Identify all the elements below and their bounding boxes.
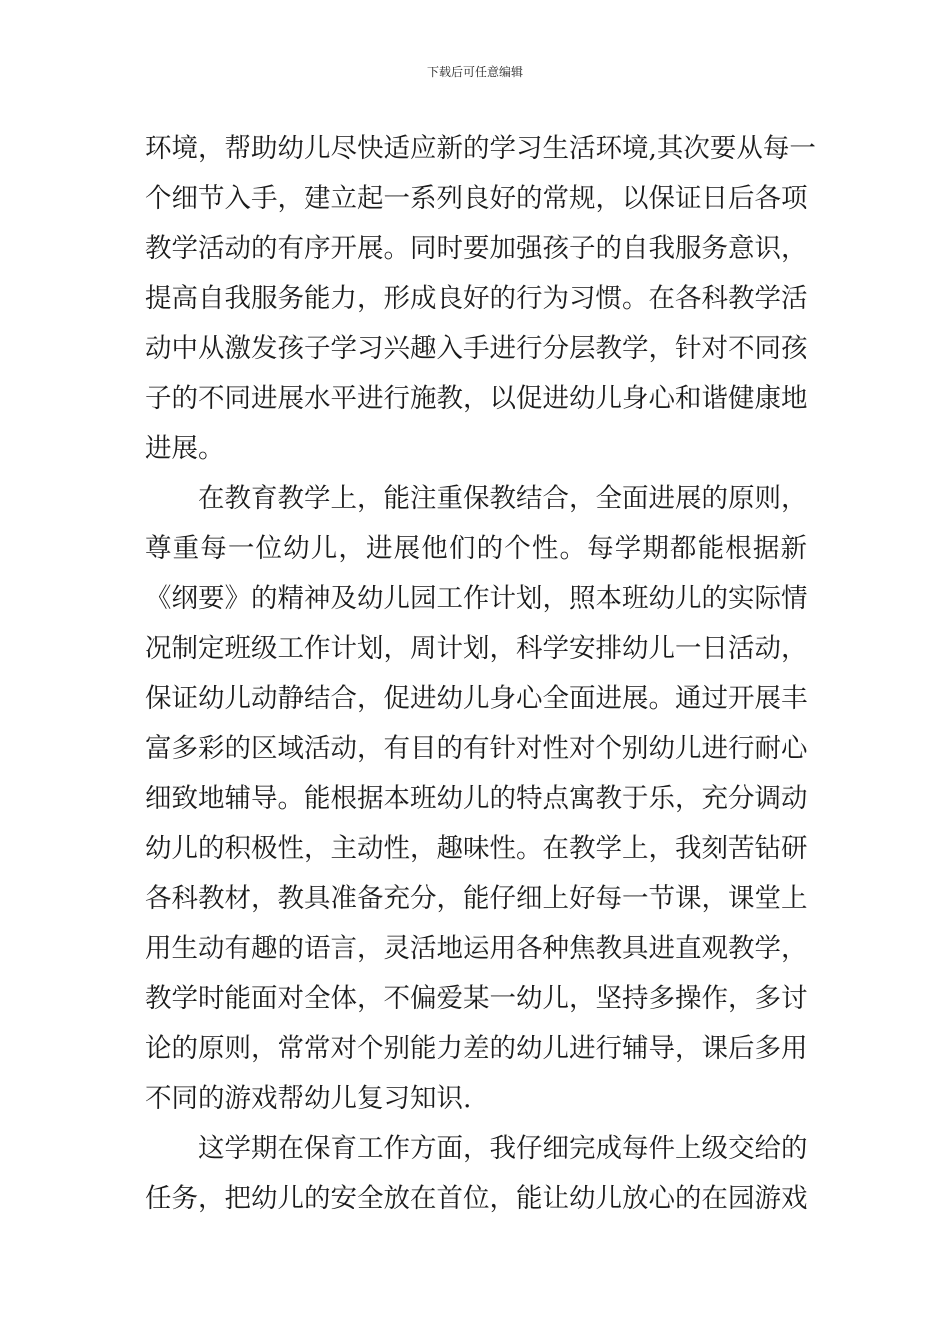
document-body bbox=[145, 124, 816, 1224]
paragraph-line: 子的不同进展水平进行施教，以促进幼儿身心和谐健康地 bbox=[145, 383, 808, 414]
paragraph-line: 教学时能面对全体，不偏爱某一幼儿，坚持多操作，多讨 bbox=[145, 983, 808, 1014]
paragraph-line: 况制定班级工作计划，周计划，科学安排幼儿一日活动， bbox=[145, 633, 808, 664]
paragraph-line: 保证幼儿动静结合，促进幼儿身心全面进展。通过开展丰 bbox=[145, 683, 808, 714]
paragraph-line: 《纲要》的精神及幼儿园工作计划，照本班幼儿的实际情 bbox=[145, 583, 808, 614]
paragraph-line: 动中从激发孩子学习兴趣入手进行分层教学，针对不同孩 bbox=[145, 333, 808, 364]
page-header: 下载后可任意编辑 bbox=[426, 65, 523, 79]
paragraph-line: 细致地辅导。能根据本班幼儿的特点寓教于乐，充分调动 bbox=[145, 783, 808, 814]
paragraph-line: 富多彩的区域活动，有目的有针对性对个别幼儿进行耐心 bbox=[145, 733, 808, 764]
paragraph-line: 不同的游戏帮幼儿复习知识. bbox=[145, 1083, 472, 1114]
paragraph-line: 教学活动的有序开展。同时要加强孩子的自我服务意识， bbox=[145, 233, 808, 264]
paragraph-line: 进展。 bbox=[145, 433, 225, 464]
paragraph-line: 用生动有趣的语言，灵活地运用各种焦教具进直观教学， bbox=[145, 933, 808, 964]
paragraph-line: 论的原则，常常对个别能力差的幼儿进行辅导，课后多用 bbox=[145, 1033, 808, 1064]
paragraph-line: 幼儿的积极性，主动性，趣味性。在教学上，我刻苦钻研 bbox=[145, 833, 808, 864]
paragraph-line: 个细节入手，建立起一系列良好的常规，以保证日后各项 bbox=[145, 183, 808, 214]
paragraph-1 bbox=[145, 124, 816, 474]
paragraph-line: 各科教材，教具准备充分，能仔细上好每一节课，课堂上 bbox=[145, 883, 808, 914]
paragraph-3 bbox=[145, 1124, 807, 1224]
paragraph-2 bbox=[145, 474, 807, 1124]
paragraph-line: 任务，把幼儿的安全放在首位，能让幼儿放心的在园游戏 bbox=[145, 1183, 808, 1214]
paragraph-line: 在教育教学上，能注重保教结合，全面进展的原则， bbox=[198, 483, 808, 514]
paragraph-line: 尊重每一位幼儿，进展他们的个性。每学期都能根据新 bbox=[145, 533, 807, 564]
paragraph-line: 这学期在保育工作方面，我仔细完成每件上级交给的 bbox=[198, 1133, 808, 1164]
paragraph-line: 提高自我服务能力，形成良好的行为习惯。在各科教学活 bbox=[145, 283, 808, 314]
paragraph-line: 环境，帮助幼儿尽快适应新的学习生活环境,其次要从每一 bbox=[145, 133, 816, 164]
